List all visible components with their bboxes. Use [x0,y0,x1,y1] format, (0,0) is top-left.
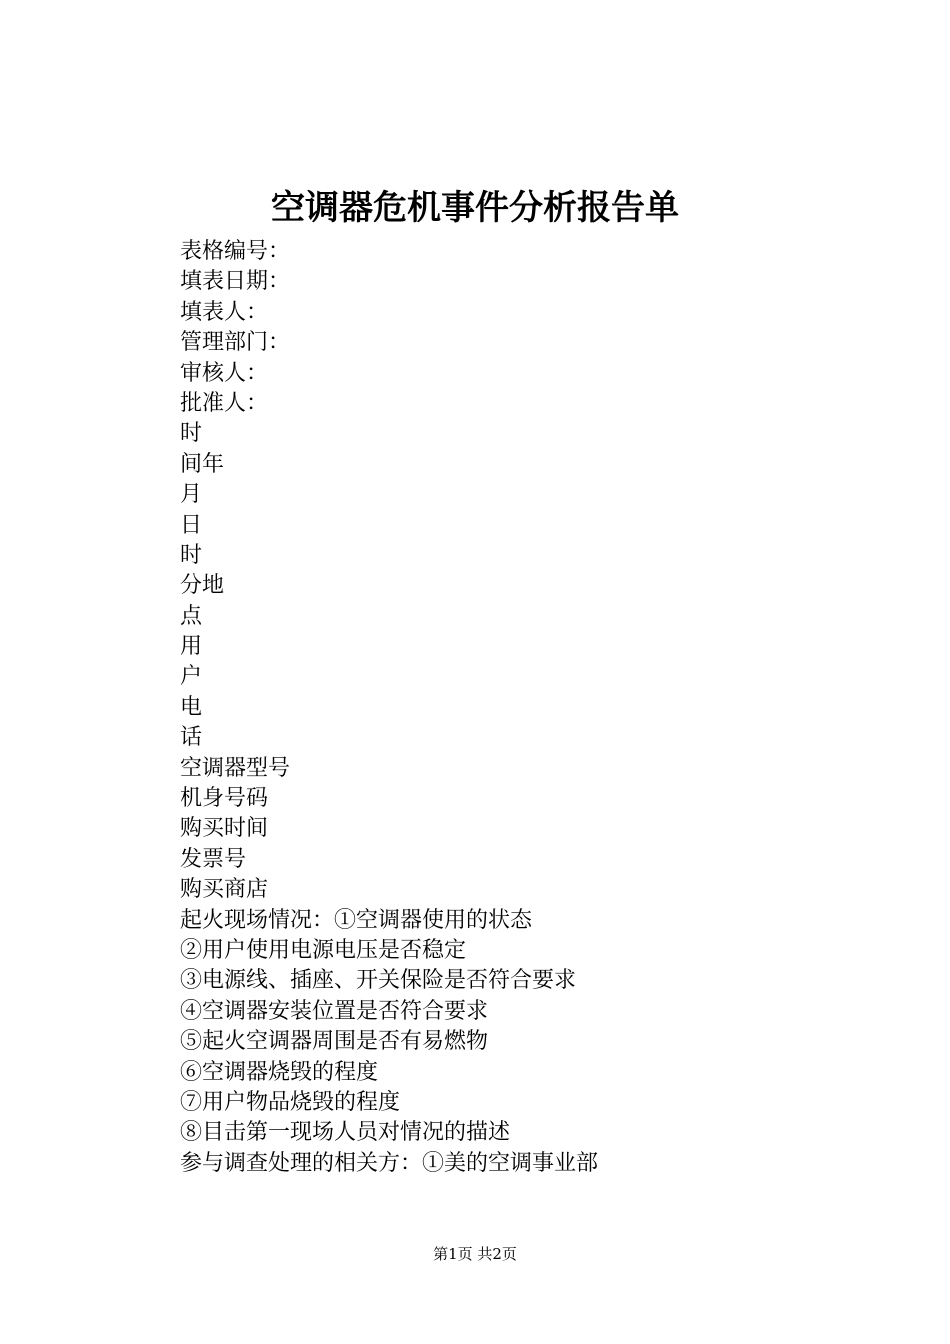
body-line: 话 [180,725,203,751]
body-line: ⑤起火空调器周围是否有易燃物 [180,1029,489,1055]
body-line: 表格编号： [180,239,291,264]
body-line: 日 [180,512,203,538]
body-line: 购买时间 [180,816,269,842]
body-line: ④空调器安装位置是否符合要求 [180,998,489,1024]
body-line: 发票号 [180,846,247,872]
document-title: 空调器危机事件分析报告单 [271,188,679,228]
body-line: 参与调查处理的相关方：①美的空调事业部 [180,1150,599,1176]
body-line: ⑧目击第一现场人员对情况的描述 [180,1120,511,1146]
document-body [180,237,598,1179]
body-line: 管理部门： [180,330,291,356]
body-line: 起火现场情况：①空调器使用的状态 [180,907,533,933]
page-number-footer: 第1页 共2页 [433,1245,517,1263]
body-line: 机身号码 [180,786,269,812]
body-line: ③电源线、插座、开关保险是否符合要求 [180,968,577,994]
body-line: 批准人： [180,390,269,416]
body-line: 时 [180,421,203,447]
body-line: 间年 [180,451,225,477]
body-line: 分地 [180,573,225,599]
body-line: ⑥空调器烧毁的程度 [180,1059,379,1085]
body-line: 时 [180,542,203,568]
body-line: 用 [180,634,203,660]
body-line: 购买商店 [180,877,269,903]
body-line: 填表日期： [180,269,291,295]
body-line: 月 [180,482,203,508]
body-line: 户 [180,664,203,690]
body-line: ②用户使用电源电压是否稳定 [180,937,467,963]
body-line: ⑦用户物品烧毁的程度 [180,1089,401,1115]
body-line: 填表人： [180,299,269,325]
body-line: 空调器型号 [180,755,291,781]
body-line: 电 [180,694,203,720]
body-line: 点 [180,603,203,629]
body-line: 审核人： [180,360,269,386]
